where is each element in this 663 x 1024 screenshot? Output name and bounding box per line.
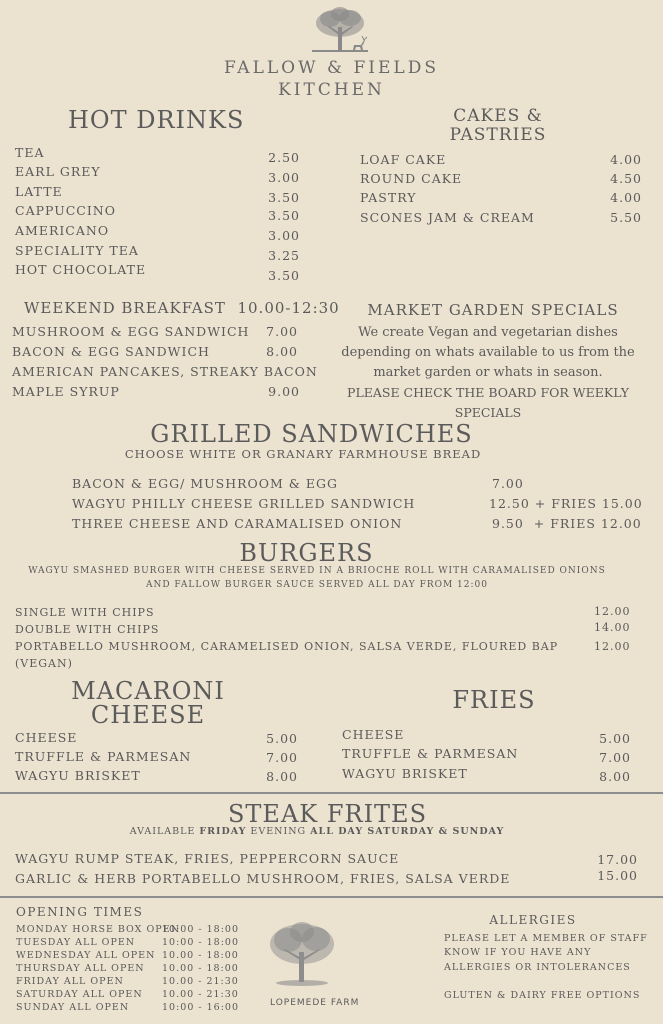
- menu-item-name: SCONES JAM & CREAM: [360, 210, 535, 225]
- grilled-subtitle: CHOOSE WHITE OR GRANARY FARMHOUSE BREAD: [124, 447, 482, 461]
- menu-item-name: SINGLE WITH CHIPS: [15, 606, 155, 619]
- menu-item-price: 7.00: [266, 324, 298, 339]
- menu-item-name: EARL GREY: [15, 164, 101, 179]
- menu-item-name: WAGYU RUMP STEAK, FRIES, PEPPERCORN SAUCE: [15, 851, 400, 866]
- opening-day: MONDAY HORSE BOX OPEN: [16, 924, 180, 935]
- opening-hours: 10:00 - 16:00: [162, 1002, 240, 1013]
- grilled-title: GRILLED SANDWICHES: [150, 420, 473, 448]
- menu-item-price: 4.50: [610, 171, 642, 186]
- menu-item-price: 3.25: [268, 248, 300, 263]
- menu-item-name: WAGYU BRISKET: [342, 766, 468, 781]
- opening-day: FRIDAY ALL OPEN: [16, 976, 124, 987]
- menu-item-price: 3.50: [268, 208, 300, 223]
- allergies-text: KNOW IF YOU HAVE ANY: [444, 947, 592, 958]
- menu-item-name: TEA: [15, 145, 45, 160]
- menu-item-price: 5.00: [599, 731, 631, 746]
- cakes-title-line2: PASTRIES: [449, 125, 547, 145]
- menu-item-price: 4.00: [610, 190, 642, 205]
- menu-item-name: PORTABELLO MUSHROOM, CARAMELISED ONION, SALSA VERDE, FLOURED BAP: [15, 640, 559, 653]
- menu-item-name: MUSHROOM & EGG SANDWICH: [12, 324, 250, 339]
- menu-item-name: LATTE: [15, 184, 63, 199]
- breakfast-title: [24, 299, 340, 317]
- menu-item-price: 2.50: [268, 150, 300, 165]
- burgers-description: WAGYU SMASHED BURGER WITH CHEESE SERVED IN A BRIOCHE ROLL WITH CARAMALISED ONIONS: [28, 566, 606, 576]
- macaroni-title-line2: CHEESE: [90, 701, 206, 729]
- menu-item-price: 17.00: [597, 852, 638, 867]
- menu-item-name: ROUND CAKE: [360, 171, 463, 186]
- opening-day: WEDNESDAY ALL OPEN: [16, 950, 156, 961]
- menu-item-name: WAGYU BRISKET: [15, 768, 141, 783]
- opening-hours: 10.00 - 18:00: [162, 950, 239, 961]
- burgers-title: BURGERS: [239, 539, 374, 567]
- menu-item-name: BACON & EGG SANDWICH: [12, 344, 210, 359]
- menu-item-price: 3.50: [268, 268, 300, 283]
- menu-item-name: TRUFFLE & PARMESAN: [342, 746, 519, 761]
- steak-availability-text: EVENING: [246, 826, 311, 837]
- menu-item-price: 15.00: [597, 868, 638, 883]
- menu-item-price: 7.00: [266, 750, 298, 765]
- hot-drinks-title: HOT DRINKS: [68, 106, 245, 134]
- menu-item-price: 9.00: [268, 384, 300, 399]
- market-line: depending on whats available to us from the: [341, 345, 635, 360]
- market-description: [335, 323, 641, 423]
- menu-item-name: AMERICANO: [15, 223, 110, 238]
- menu-item-price: 5.00: [266, 731, 298, 746]
- menu-item-price: 14.00: [594, 621, 631, 634]
- farm-name: LOPEMEDE FARM: [270, 998, 360, 1008]
- menu-item-name: CHEESE: [342, 727, 405, 742]
- brand-name: FALLOW & FIELDS: [223, 58, 439, 78]
- opening-hours: 10.00 - 18:00: [162, 963, 239, 974]
- opening-hours: 10:00 - 18:00: [162, 924, 240, 935]
- steak-availability-text: FRIDAY: [199, 826, 247, 837]
- market-line: We create Vegan and vegetarian dishes: [358, 325, 618, 340]
- menu-item-price: 3.50: [268, 190, 300, 205]
- menu-item-name: GARLIC & HERB PORTABELLO MUSHROOM, FRIES, SALSA VERDE: [15, 871, 511, 886]
- menu-item-price: 8.00: [266, 344, 298, 359]
- breakfast-hours: 10.00-12:30: [237, 299, 340, 317]
- steak-title: STEAK FRITES: [227, 800, 428, 828]
- market-line: market garden or whats in season.: [373, 365, 603, 380]
- section-divider: [0, 792, 663, 794]
- menu-item-price: 9.50 + FRIES 12.00: [492, 516, 642, 531]
- burgers-description: AND FALLOW BURGER SAUCE SERVED ALL DAY FROM 12:00: [145, 580, 488, 590]
- menu-item-name: THREE CHEESE AND CARAMALISED ONION: [72, 516, 403, 531]
- menu-item-name: AMERICAN PANCAKES, STREAKY BACON: [12, 364, 318, 379]
- menu-item-name: DOUBLE WITH CHIPS: [15, 623, 160, 636]
- opening-day: SATURDAY ALL OPEN: [16, 989, 143, 1000]
- menu-item-price: 12.00: [594, 605, 631, 618]
- fries-title: FRIES: [452, 686, 536, 714]
- opening-day: THURSDAY ALL OPEN: [16, 963, 145, 974]
- opening-hours: 10.00 - 21:30: [162, 976, 239, 987]
- menu-item-price: 7.00: [599, 750, 631, 765]
- market-title: MARKET GARDEN SPECIALS: [367, 301, 619, 319]
- market-line: SPECIALS: [454, 405, 522, 420]
- opening-hours: 10:00 - 18:00: [162, 937, 240, 948]
- vegan-note: (VEGAN): [15, 657, 73, 670]
- menu-item-name: PASTRY: [360, 190, 417, 205]
- menu-item-name: MAPLE SYRUP: [12, 384, 120, 399]
- menu-item-price: 7.00: [492, 476, 524, 491]
- menu-item-price: 12.00: [594, 640, 631, 653]
- allergies-title: ALLERGIES: [489, 913, 577, 927]
- opening-day: TUESDAY ALL OPEN: [16, 937, 136, 948]
- macaroni-title-line1: MACARONI: [71, 677, 225, 705]
- section-divider: [0, 896, 663, 898]
- menu-item-name: CHEESE: [15, 730, 78, 745]
- cakes-title-line1: CAKES &: [453, 106, 543, 126]
- dietary-options: GLUTEN & DAIRY FREE OPTIONS: [444, 990, 641, 1001]
- menu-item-price: 8.00: [599, 769, 631, 784]
- opening-times-title: OPENING TIMES: [16, 905, 144, 919]
- menu-item-name: BACON & EGG/ MUSHROOM & EGG: [72, 476, 338, 491]
- menu-item-name: WAGYU PHILLY CHEESE GRILLED SANDWICH: [72, 496, 416, 511]
- brand-subtitle: KITCHEN: [278, 80, 385, 100]
- menu-item-price: 12.50 + FRIES 15.00: [489, 496, 643, 511]
- steak-availability-text: AVAILABLE: [129, 826, 200, 837]
- menu-item-price: 8.00: [266, 769, 298, 784]
- allergies-text: PLEASE LET A MEMBER OF STAFF: [444, 933, 648, 944]
- menu-item-name: TRUFFLE & PARMESAN: [15, 749, 192, 764]
- menu-item-price: 4.00: [610, 152, 642, 167]
- opening-hours: 10.00 - 21:30: [162, 989, 239, 1000]
- market-line: PLEASE CHECK THE BOARD FOR WEEKLY: [347, 385, 629, 400]
- breakfast-title-text: WEEKEND BREAKFAST: [24, 299, 226, 317]
- menu-item-price: 3.00: [268, 228, 300, 243]
- menu-item-name: HOT CHOCOLATE: [15, 262, 147, 277]
- menu-item-name: CAPPUCCINO: [15, 203, 116, 218]
- opening-day: SUNDAY ALL OPEN: [16, 1002, 130, 1013]
- menu-item-name: SPECIALITY TEA: [15, 243, 139, 258]
- steak-availability: [0, 826, 634, 837]
- steak-availability-text: ALL DAY SATURDAY & SUNDAY: [310, 826, 505, 837]
- menu-item-price: 5.50: [610, 210, 642, 225]
- allergies-text: ALLERGIES OR INTOLERANCES: [444, 962, 631, 973]
- oak-tree-with-deer-icon: [308, 5, 372, 57]
- menu-item-price: 3.00: [268, 170, 300, 185]
- menu-item-name: LOAF CAKE: [360, 152, 447, 167]
- oak-tree-icon: [266, 920, 338, 990]
